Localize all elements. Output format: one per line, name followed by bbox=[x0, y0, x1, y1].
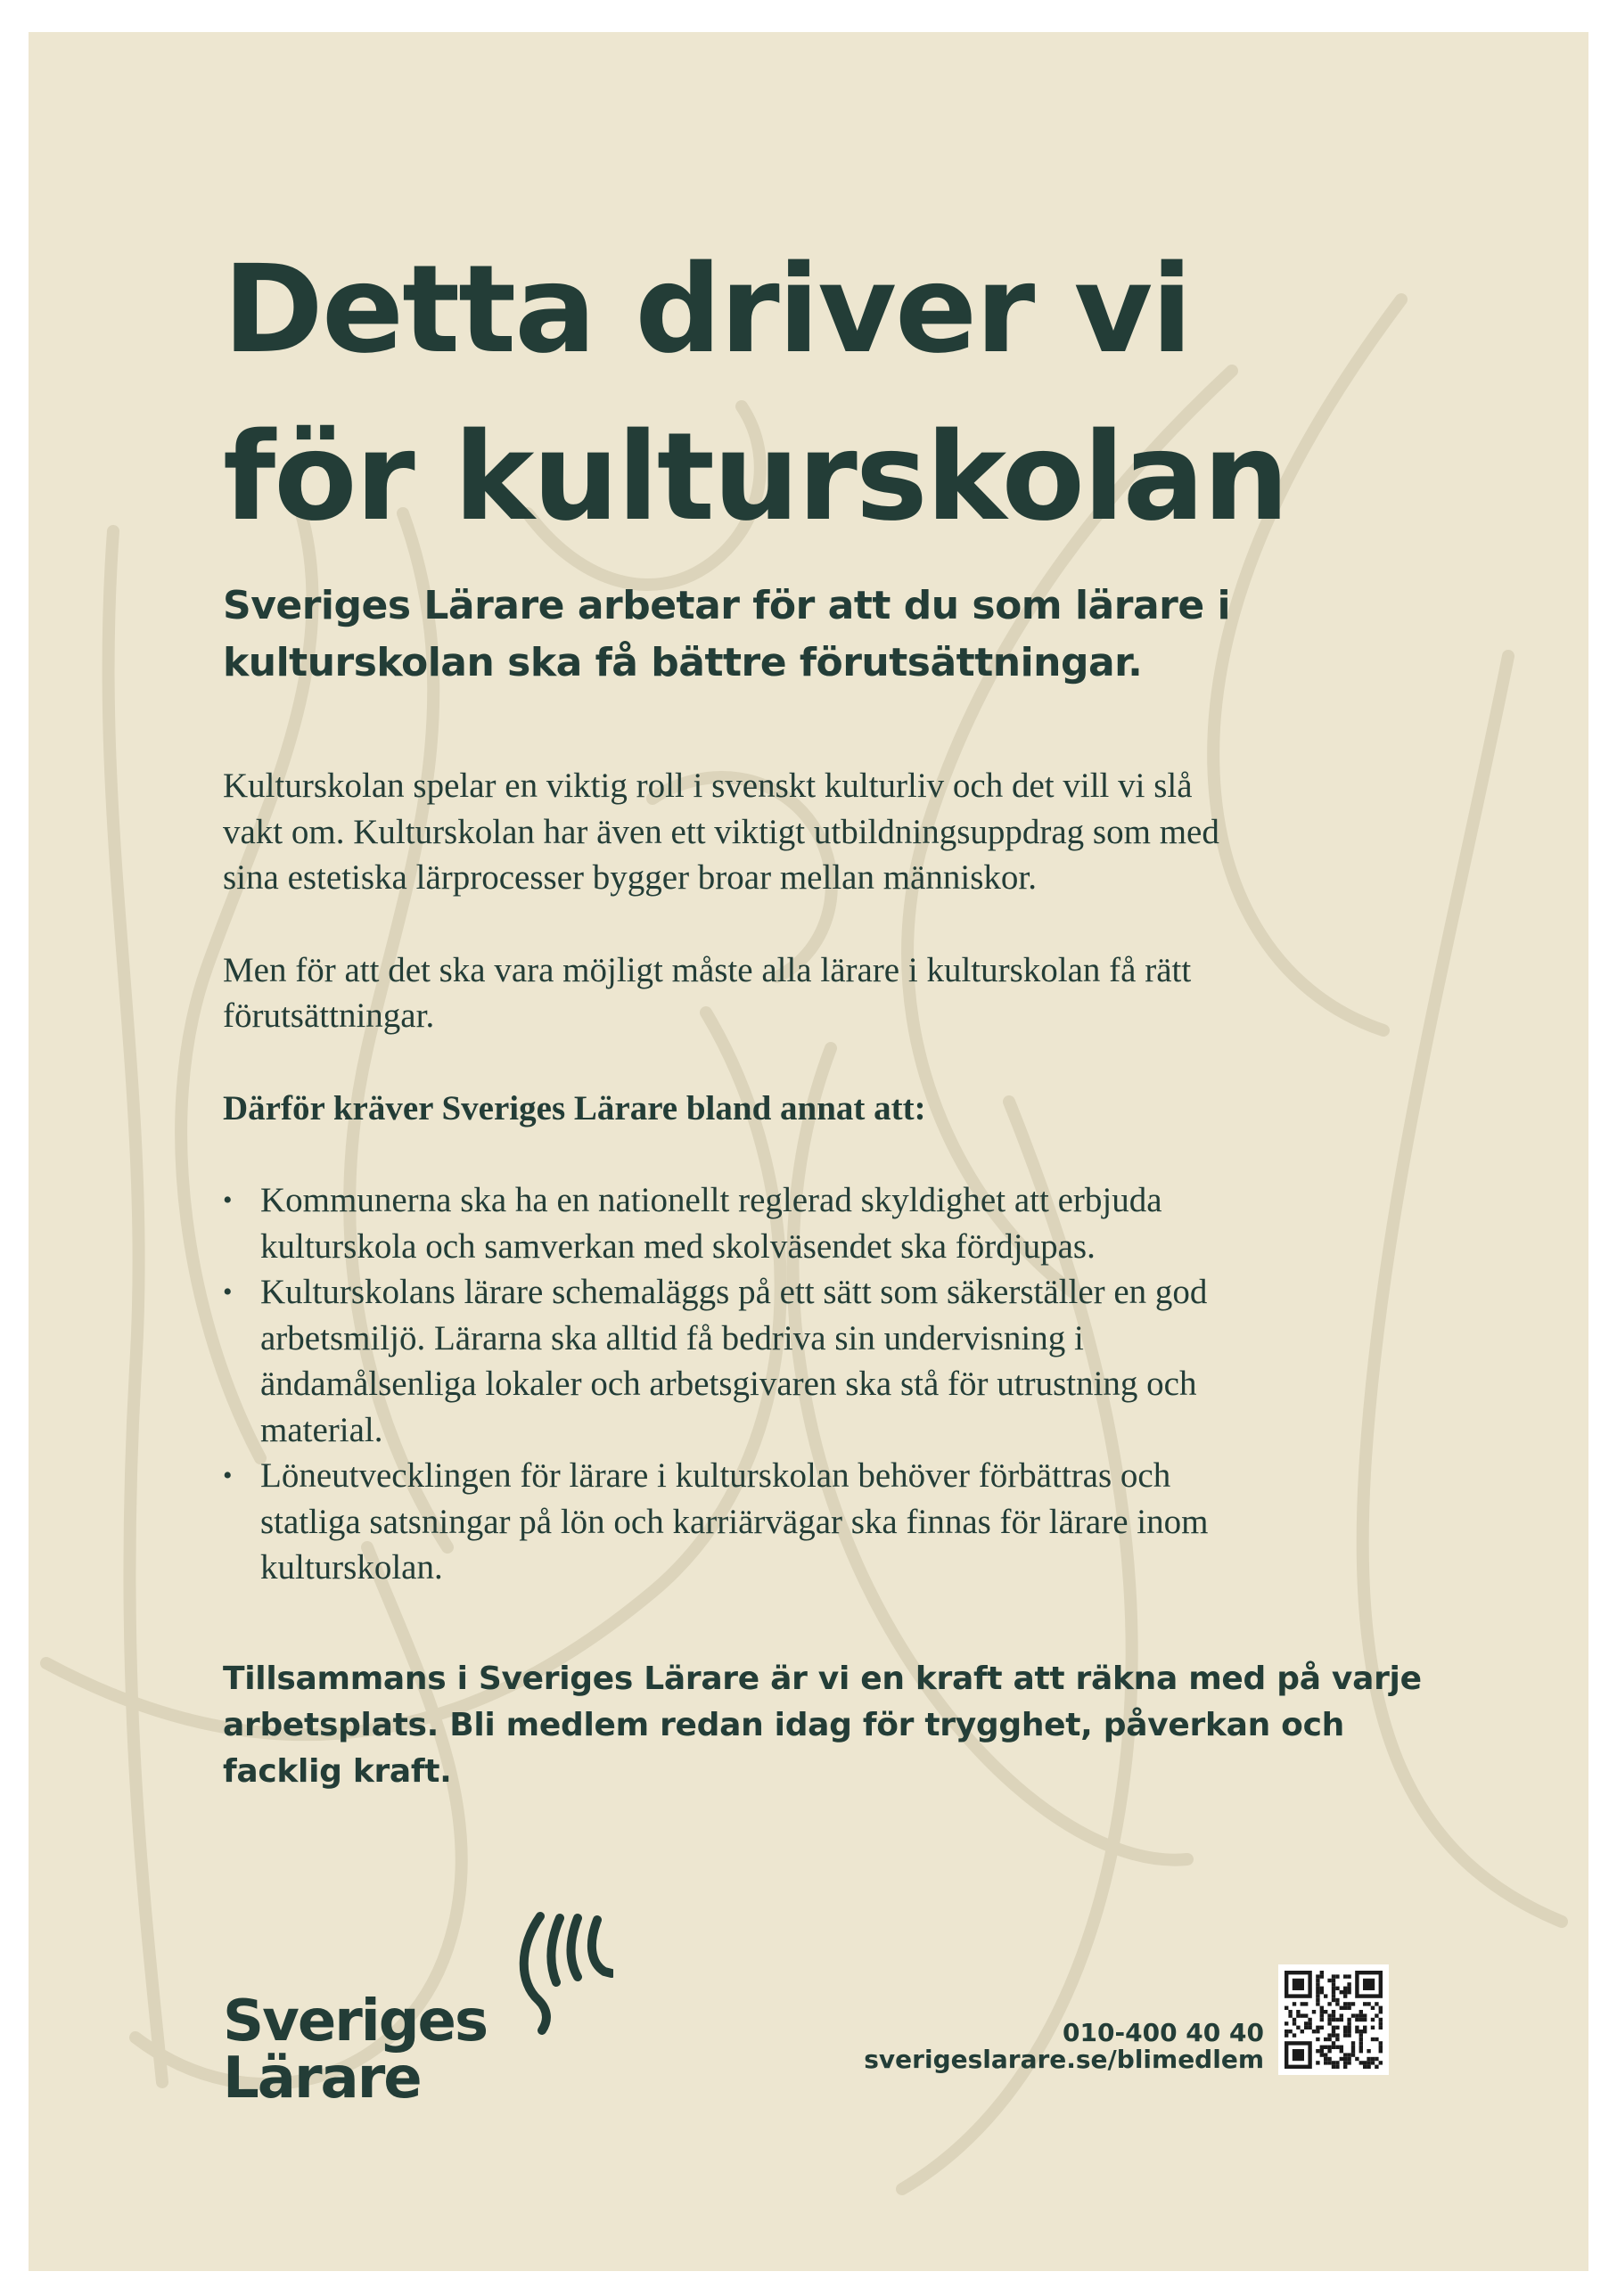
body-text bbox=[223, 763, 1471, 1591]
conditions-paragraph bbox=[223, 947, 1471, 1039]
contact-info bbox=[864, 2020, 1264, 2073]
demand-line: Löneutvecklingen för lärare i kulturskolan behöver förbättras och bbox=[260, 1456, 1171, 1495]
logo-mark-icon bbox=[515, 1911, 613, 2036]
demand-line: kulturskolan. bbox=[260, 1548, 443, 1587]
demands-heading: Därför kräver Sveriges Lärare bland annat att: bbox=[223, 1088, 926, 1128]
logo-word-sveriges: Sveriges bbox=[223, 1988, 488, 2054]
call-to-action bbox=[223, 1656, 1426, 1795]
logo-word-larare: Lärare bbox=[223, 2046, 421, 2112]
qr-code-icon bbox=[1278, 1964, 1389, 2075]
cta-line: Tillsammans i Sveriges Lärare är vi en kraft att räkna med på varje bbox=[223, 1660, 1422, 1697]
membership-url: sverigeslarare.se/blimedlem bbox=[864, 2045, 1264, 2074]
phone-number: 010-400 40 40 bbox=[1063, 2018, 1264, 2047]
qr-code-graphic bbox=[1278, 1964, 1389, 2075]
lead-paragraph bbox=[223, 578, 1293, 692]
demand-line: kulturskola och samverkan med skolväsendet ska fördjupas. bbox=[260, 1226, 1096, 1266]
cta-line: arbetsplats. Bli medlem redan idag för trygghet, påverkan och bbox=[223, 1707, 1344, 1743]
lead-line-1: Sveriges Lärare arbetar för att du som lärare i bbox=[223, 583, 1231, 628]
lead-line-2: kulturskolan ska få bättre förutsättningar. bbox=[223, 640, 1143, 685]
intro-line: vakt om. Kulturskolan har även ett viktigt utbildningsuppdrag som med bbox=[223, 812, 1219, 851]
poster-content bbox=[29, 32, 1588, 2271]
demand-line: ändamålsenliga lokaler och arbetsgivaren ska stå för utrustning och bbox=[260, 1365, 1197, 1403]
poster-page bbox=[29, 32, 1588, 2271]
demand-line: statliga satsningar på lön och karriärvägar ska finnas för lärare inom bbox=[260, 1502, 1209, 1541]
headline bbox=[223, 226, 1471, 562]
bullet-icon: • bbox=[223, 1185, 233, 1215]
bullet-icon: • bbox=[223, 1277, 233, 1307]
bullet-icon: • bbox=[223, 1461, 233, 1490]
demand-line: Kommunerna ska ha en nationellt reglerad skyldighet att erbjuda bbox=[260, 1181, 1162, 1219]
intro-line: Kulturskolan spelar en viktig roll i svenskt kulturliv och det vill vi slå bbox=[223, 767, 1193, 805]
headline-line-2: för kulturskolan bbox=[223, 407, 1288, 548]
demand-line: Kulturskolans lärare schemaläggs på ett sätt som säkerställer en god bbox=[260, 1273, 1208, 1311]
demand-item bbox=[223, 1177, 1471, 1269]
cta-line: facklig kraft. bbox=[223, 1753, 452, 1790]
conditions-line: Men för att det ska vara möjligt måste alla lärare i kulturskolan få rätt bbox=[223, 950, 1192, 989]
sveriges-larare-logo bbox=[223, 1911, 615, 2112]
conditions-line: förutsättningar. bbox=[223, 996, 435, 1035]
demand-line: material. bbox=[260, 1410, 383, 1449]
demand-item bbox=[223, 1453, 1471, 1591]
intro-line: sina estetiska lärprocesser bygger broar mellan människor. bbox=[223, 858, 1037, 897]
intro-paragraph bbox=[223, 763, 1471, 901]
demand-line: arbetsmiljö. Lärarna ska alltid få bedriva sin undervisning i bbox=[260, 1318, 1084, 1357]
demands-list bbox=[223, 1177, 1471, 1591]
headline-line-1: Detta driver vi bbox=[223, 240, 1191, 381]
demand-item bbox=[223, 1269, 1471, 1453]
